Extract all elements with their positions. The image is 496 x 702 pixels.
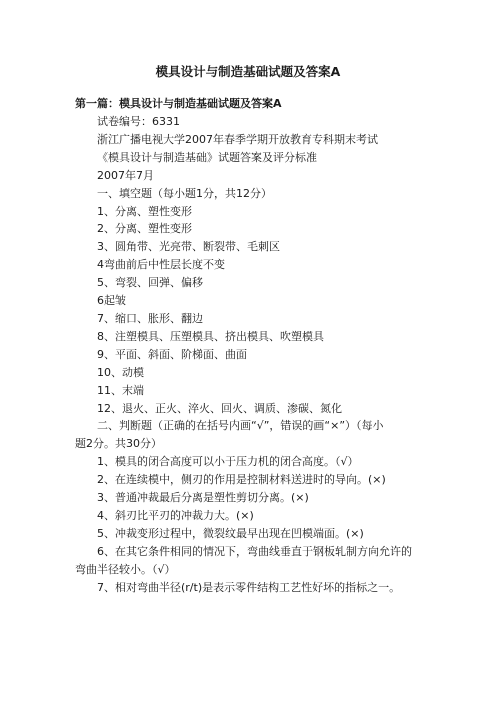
exam-institution: 浙江广播电视大学2007年春季学期开放教育专科期末考试 [97,132,378,146]
answer-line: 8、注塑模具、压塑模具、挤出模具、吹塑模具 [97,329,324,343]
document-body [75,113,433,596]
answer-line: 10、动模 [97,365,144,379]
judgment-line: 2、在连续模中，侧刃的作用是控制材料送进时的导向。(×) [97,473,386,487]
answer-line: 3、圆角带、光亮带、断裂带、毛刺区 [97,240,280,254]
exam-date: 2007年7月 [97,168,154,182]
judgment-line: 6、在其它条件相同的情况下，弯曲线垂直于钢板轧制方向允许的 [97,544,412,558]
section-heading: 第一篇：模具设计与制造基础试题及答案A [75,97,282,110]
answer-line: 11、末端 [97,383,144,397]
answer-line: 1、分离、塑性变形 [97,204,192,218]
part-one-heading: 一、填空题（每小题1分，共12分） [97,186,272,200]
judgment-line: 4、斜刃比平刃的冲裁力大。(×) [97,508,254,522]
answer-line: 5、弯裂、回弹、偏移 [97,276,203,290]
judgment-line: 7、相对弯曲半径(r/t)是表示零件结构工艺性好坏的指标之一。 [97,580,401,594]
part-two-heading: 二、判断题（正确的在括号内画“√”，错误的画“×”）（每小 [97,419,384,433]
judgment-line: 5、冲裁变形过程中，微裂纹最早出现在凹模端面。(×) [97,526,364,540]
judgment-line: 3、普通冲裁最后分离是塑性剪切分离。(×) [97,491,309,505]
exam-subject: 《模具设计与制造基础》试题答案及评分标准 [97,150,317,164]
answer-line: 4弯曲前后中性层长度不变 [97,258,225,272]
judgment-line: 1、模具的闭合高度可以小于压力机的闭合高度。（√） [97,455,359,469]
document-title: 模具设计与制造基础试题及答案A [155,64,341,79]
answer-line: 12、退火、正火、淬火、回火、调质、渗碳、氮化 [97,401,342,415]
answer-line: 9、平面、斜面、阶梯面、曲面 [97,347,247,361]
answer-line: 2、分离、塑性变形 [97,222,192,236]
answer-line: 6起皱 [97,294,126,308]
paper-number: 试卷编号：6331 [97,115,180,128]
judgment-line-continued: 弯曲半径较小。（√） [75,562,176,576]
part-two-heading-continued: 题2分。共30分） [75,437,162,451]
answer-line: 7、缩口、胀形、翻边 [97,311,203,325]
